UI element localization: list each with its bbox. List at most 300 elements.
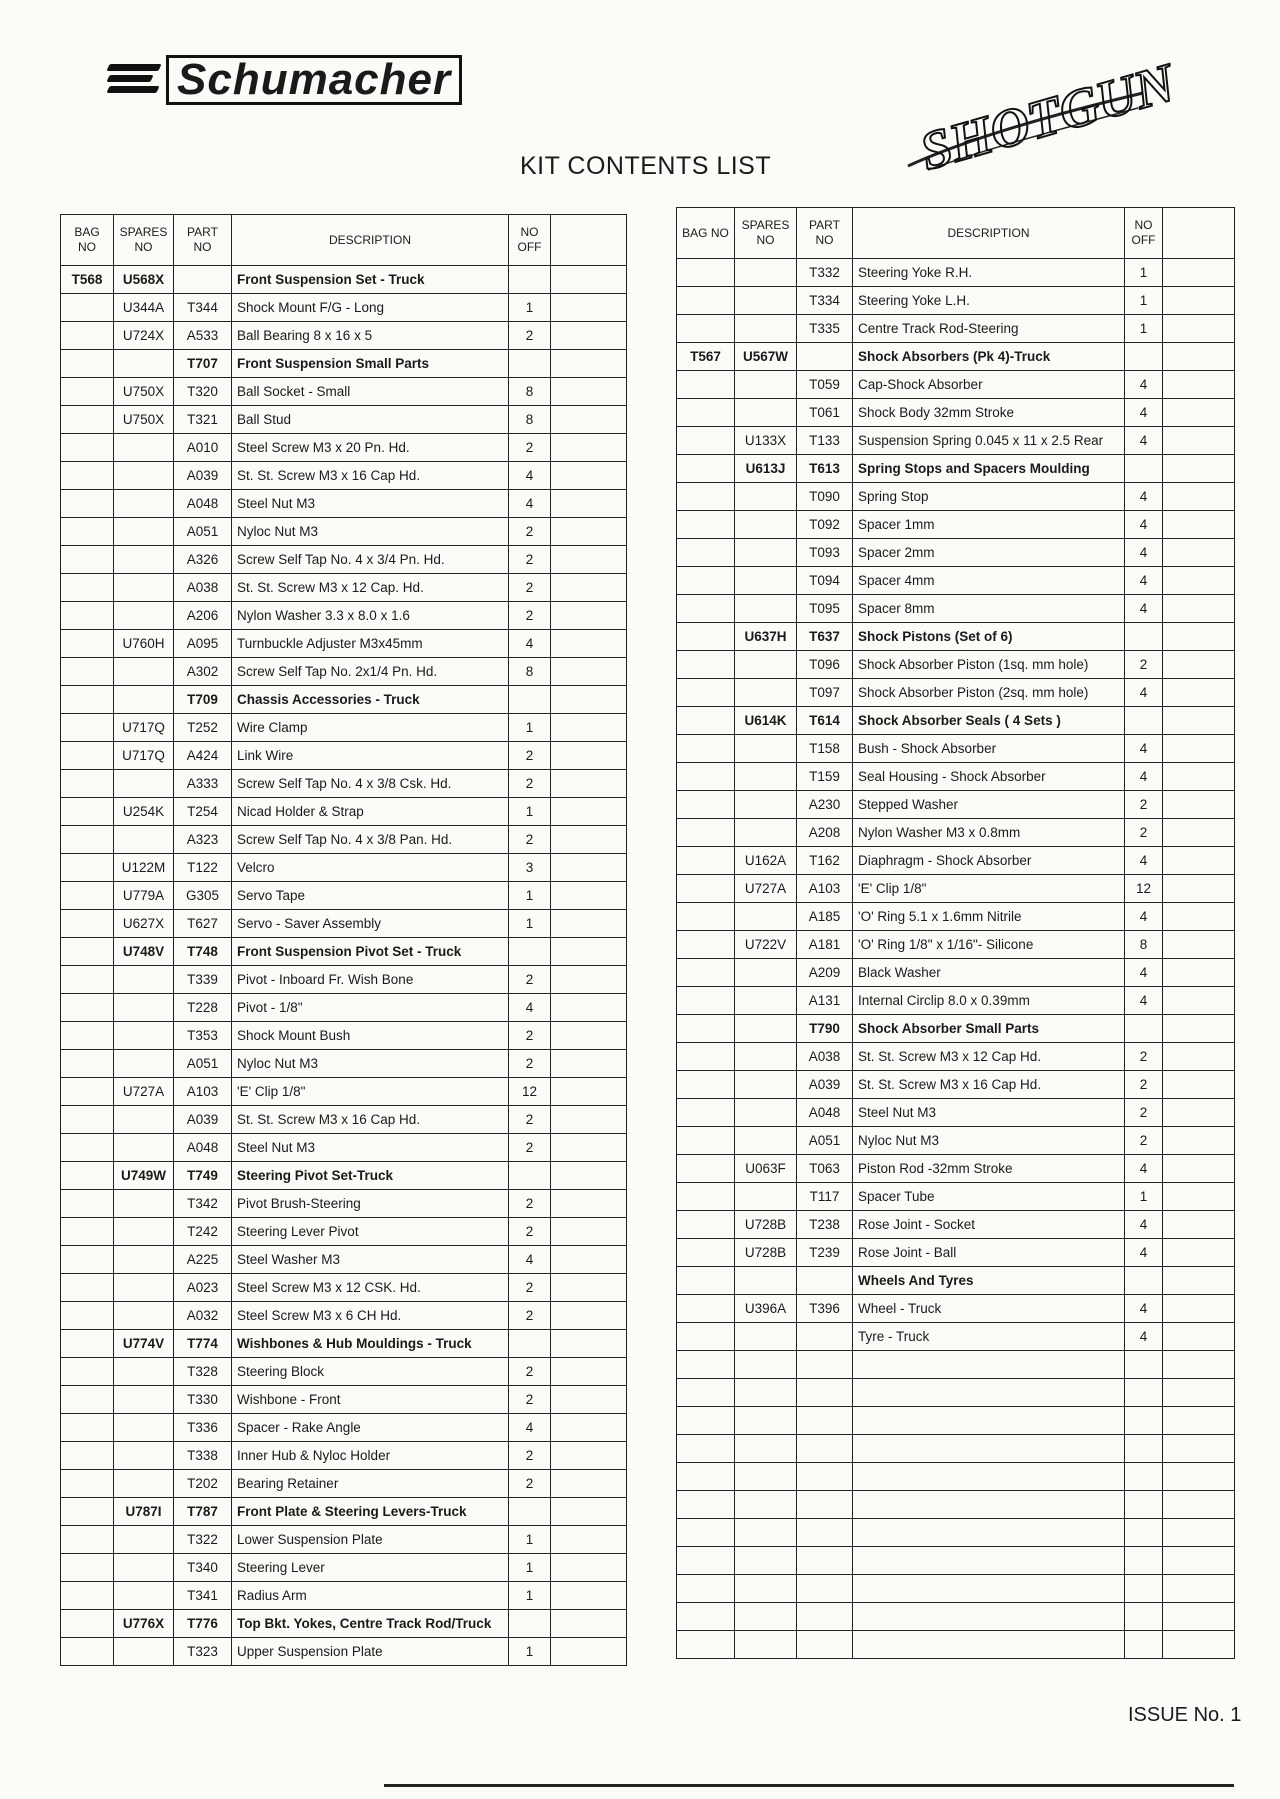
part-no-cell: T228 — [174, 994, 232, 1022]
check-cell — [551, 1414, 627, 1442]
table-row — [677, 623, 1235, 651]
description-cell: Ball Stud — [232, 406, 509, 434]
part-no-cell: T202 — [174, 1470, 232, 1498]
spares-no-cell — [114, 574, 174, 602]
table-row — [677, 343, 1235, 371]
spares-no-cell: U760H — [114, 630, 174, 658]
no-off-cell: 2 — [509, 1050, 551, 1078]
description-cell: Shock Absorber Piston (1sq. mm hole) — [853, 651, 1125, 679]
description-cell: Steel Nut M3 — [853, 1099, 1125, 1127]
check-cell — [1163, 623, 1235, 651]
no-off-cell — [1125, 455, 1163, 483]
spares-no-cell: U627X — [114, 910, 174, 938]
no-off-cell: 2 — [509, 518, 551, 546]
bag-no-cell — [61, 1302, 114, 1330]
part-no-cell: T332 — [797, 259, 853, 287]
bag-no-cell — [677, 1043, 735, 1071]
table-row — [61, 1442, 627, 1470]
part-no-cell: A185 — [797, 903, 853, 931]
part-no-cell: T320 — [174, 378, 232, 406]
description-cell: Nylon Washer M3 x 0.8mm — [853, 819, 1125, 847]
table-row — [677, 455, 1235, 483]
check-cell — [1163, 1267, 1235, 1295]
description-cell: Shock Mount F/G - Long — [232, 294, 509, 322]
blank-cell — [677, 1547, 735, 1575]
description-cell: Steel Nut M3 — [232, 1134, 509, 1162]
page-title: KIT CONTENTS LIST — [520, 152, 772, 180]
table-row — [61, 1078, 627, 1106]
check-cell — [1163, 791, 1235, 819]
table-row — [677, 1127, 1235, 1155]
blank-cell — [735, 1379, 797, 1407]
no-off-cell: 4 — [1125, 1295, 1163, 1323]
shotgun-logo — [898, 48, 1182, 182]
spares-no-cell: U728B — [735, 1211, 797, 1239]
description-cell: St. St. Screw M3 x 16 Cap Hd. — [232, 1106, 509, 1134]
blank-cell — [1125, 1351, 1163, 1379]
bag-no-cell — [677, 679, 735, 707]
no-off-cell: 2 — [509, 1302, 551, 1330]
part-no-cell: T159 — [797, 763, 853, 791]
check-cell — [1163, 819, 1235, 847]
spares-no-cell — [114, 1470, 174, 1498]
spares-no-cell — [735, 791, 797, 819]
blank-cell — [853, 1379, 1125, 1407]
no-off-cell: 2 — [1125, 819, 1163, 847]
bag-no-cell — [677, 707, 735, 735]
no-off-cell: 4 — [1125, 371, 1163, 399]
part-no-cell: A323 — [174, 826, 232, 854]
part-no-cell: T063 — [797, 1155, 853, 1183]
part-no-cell: T342 — [174, 1190, 232, 1218]
part-no-cell: T239 — [797, 1239, 853, 1267]
bag-no-cell — [677, 987, 735, 1015]
check-cell — [551, 1358, 627, 1386]
no-off-cell: 2 — [509, 1218, 551, 1246]
part-no-cell: A230 — [797, 791, 853, 819]
check-cell — [1163, 343, 1235, 371]
no-off-cell: 8 — [509, 658, 551, 686]
bag-no-cell — [677, 539, 735, 567]
description-cell: Spacer 1mm — [853, 511, 1125, 539]
check-cell — [1163, 1127, 1235, 1155]
no-off-cell: 1 — [509, 882, 551, 910]
check-cell — [551, 826, 627, 854]
part-no-cell: A103 — [797, 875, 853, 903]
no-off-cell: 2 — [509, 770, 551, 798]
no-off-cell — [1125, 343, 1163, 371]
spares-no-cell: U724X — [114, 322, 174, 350]
spares-no-cell — [735, 987, 797, 1015]
check-cell — [1163, 1183, 1235, 1211]
check-cell — [551, 1218, 627, 1246]
table-row — [677, 1155, 1235, 1183]
part-no-cell: T774 — [174, 1330, 232, 1358]
description-cell: Turnbuckle Adjuster M3x45mm — [232, 630, 509, 658]
bag-no-cell — [677, 455, 735, 483]
bag-no-cell — [61, 1078, 114, 1106]
description-cell: Pivot Brush-Steering — [232, 1190, 509, 1218]
bag-no-cell — [677, 1127, 735, 1155]
spares-no-cell: U344A — [114, 294, 174, 322]
spares-no-cell: U749W — [114, 1162, 174, 1190]
description-cell: Spring Stop — [853, 483, 1125, 511]
check-cell — [551, 1470, 627, 1498]
bag-no-cell — [61, 714, 114, 742]
blank-cell — [677, 1435, 735, 1463]
blank-row — [677, 1463, 1235, 1491]
spares-no-cell: U133X — [735, 427, 797, 455]
check-cell — [1163, 315, 1235, 343]
spares-no-cell — [114, 1414, 174, 1442]
bag-no-cell — [677, 1211, 735, 1239]
blank-cell — [1125, 1407, 1163, 1435]
no-off-cell: 2 — [509, 1386, 551, 1414]
no-off-cell: 1 — [509, 798, 551, 826]
table-row — [61, 882, 627, 910]
col-check — [1163, 208, 1235, 259]
description-cell: Chassis Accessories - Truck — [232, 686, 509, 714]
table-row — [61, 938, 627, 966]
no-off-cell — [509, 1498, 551, 1526]
col-description: DESCRIPTION — [232, 215, 509, 266]
spares-no-cell — [114, 826, 174, 854]
table-row — [61, 686, 627, 714]
part-no-cell: T252 — [174, 714, 232, 742]
spares-no-cell — [114, 602, 174, 630]
bag-no-cell — [61, 910, 114, 938]
part-no-cell: T627 — [174, 910, 232, 938]
table-row — [61, 658, 627, 686]
no-off-cell — [509, 1162, 551, 1190]
table-row — [61, 406, 627, 434]
bag-no-cell: T567 — [677, 343, 735, 371]
parts-table-left — [60, 214, 627, 1666]
description-cell: Spring Stops and Spacers Moulding — [853, 455, 1125, 483]
description-cell: Steel Nut M3 — [232, 490, 509, 518]
bag-no-cell — [677, 1295, 735, 1323]
description-cell: Steering Lever Pivot — [232, 1218, 509, 1246]
description-cell: Screw Self Tap No. 4 x 3/4 Pn. Hd. — [232, 546, 509, 574]
check-cell — [1163, 371, 1235, 399]
check-cell — [551, 910, 627, 938]
bag-no-cell — [61, 1498, 114, 1526]
blank-row — [677, 1351, 1235, 1379]
bag-no-cell — [677, 1071, 735, 1099]
part-no-cell — [797, 1267, 853, 1295]
spares-no-cell — [114, 686, 174, 714]
no-off-cell — [509, 1610, 551, 1638]
part-no-cell: T613 — [797, 455, 853, 483]
part-no-cell: A225 — [174, 1246, 232, 1274]
description-cell: Servo Tape — [232, 882, 509, 910]
bag-no-cell — [677, 399, 735, 427]
blank-row — [677, 1491, 1235, 1519]
no-off-cell: 4 — [1125, 679, 1163, 707]
part-no-cell: T090 — [797, 483, 853, 511]
col-check — [551, 215, 627, 266]
table-row — [677, 819, 1235, 847]
schumacher-logo — [108, 55, 462, 104]
part-no-cell: T614 — [797, 707, 853, 735]
description-cell: Shock Absorbers (Pk 4)-Truck — [853, 343, 1125, 371]
description-cell: Wishbone - Front — [232, 1386, 509, 1414]
part-no-cell: A326 — [174, 546, 232, 574]
bag-no-cell — [61, 1386, 114, 1414]
blank-cell — [1125, 1435, 1163, 1463]
bag-no-cell — [677, 735, 735, 763]
bag-no-cell — [61, 1162, 114, 1190]
description-cell: Inner Hub & Nyloc Holder — [232, 1442, 509, 1470]
spares-no-cell — [114, 1582, 174, 1610]
spares-no-cell — [114, 1442, 174, 1470]
description-cell: Front Suspension Small Parts — [232, 350, 509, 378]
blank-cell — [1163, 1435, 1235, 1463]
bag-no-cell — [61, 1330, 114, 1358]
no-off-cell: 1 — [509, 294, 551, 322]
check-cell — [1163, 763, 1235, 791]
no-off-cell: 1 — [1125, 259, 1163, 287]
table-row — [61, 826, 627, 854]
bag-no-cell — [61, 966, 114, 994]
description-cell: Black Washer — [853, 959, 1125, 987]
blank-cell — [797, 1351, 853, 1379]
spares-no-cell — [114, 1638, 174, 1666]
table-row — [677, 511, 1235, 539]
blank-row — [677, 1379, 1235, 1407]
bag-no-cell — [677, 847, 735, 875]
check-cell — [1163, 287, 1235, 315]
part-no-cell: T094 — [797, 567, 853, 595]
bag-no-cell — [61, 406, 114, 434]
table-row — [61, 798, 627, 826]
blank-cell — [677, 1603, 735, 1631]
table-row — [61, 322, 627, 350]
check-cell — [1163, 595, 1235, 623]
part-no-cell: A181 — [797, 931, 853, 959]
no-off-cell — [1125, 707, 1163, 735]
description-cell: Steel Screw M3 x 20 Pn. Hd. — [232, 434, 509, 462]
bag-no-cell — [677, 371, 735, 399]
check-cell — [551, 1246, 627, 1274]
description-cell: Piston Rod -32mm Stroke — [853, 1155, 1125, 1183]
blank-cell — [797, 1379, 853, 1407]
blank-cell — [1125, 1575, 1163, 1603]
description-cell: Diaphragm - Shock Absorber — [853, 847, 1125, 875]
bag-no-cell — [61, 574, 114, 602]
part-no-cell: A038 — [174, 574, 232, 602]
bag-no-cell — [61, 1218, 114, 1246]
check-cell — [551, 714, 627, 742]
bag-no-cell — [61, 378, 114, 406]
part-no-cell: T707 — [174, 350, 232, 378]
bag-no-cell — [677, 483, 735, 511]
blank-cell — [677, 1519, 735, 1547]
no-off-cell: 1 — [509, 910, 551, 938]
blank-cell — [1163, 1575, 1235, 1603]
part-no-cell: A206 — [174, 602, 232, 630]
spares-no-cell: U722V — [735, 931, 797, 959]
check-cell — [551, 1330, 627, 1358]
spares-no-cell — [735, 287, 797, 315]
table-row — [61, 1246, 627, 1274]
bottom-rule — [384, 1784, 1234, 1787]
spares-no-cell — [114, 1386, 174, 1414]
no-off-cell: 2 — [509, 1274, 551, 1302]
table-row — [677, 1267, 1235, 1295]
description-cell: Shock Absorber Small Parts — [853, 1015, 1125, 1043]
description-cell: Tyre - Truck — [853, 1323, 1125, 1351]
bag-no-cell — [677, 315, 735, 343]
no-off-cell: 1 — [1125, 1183, 1163, 1211]
bag-no-cell — [61, 1554, 114, 1582]
bag-no-cell — [677, 1323, 735, 1351]
description-cell: Steel Screw M3 x 6 CH Hd. — [232, 1302, 509, 1330]
no-off-cell: 2 — [1125, 1127, 1163, 1155]
table-row — [61, 378, 627, 406]
bag-no-cell — [61, 1526, 114, 1554]
description-cell: Steering Block — [232, 1358, 509, 1386]
no-off-cell: 2 — [1125, 791, 1163, 819]
no-off-cell: 4 — [1125, 539, 1163, 567]
table-row — [61, 994, 627, 1022]
spares-no-cell: U396A — [735, 1295, 797, 1323]
blank-cell — [735, 1603, 797, 1631]
part-no-cell: T328 — [174, 1358, 232, 1386]
table-row — [61, 546, 627, 574]
description-cell: Spacer 4mm — [853, 567, 1125, 595]
blank-cell — [1163, 1379, 1235, 1407]
blank-cell — [1125, 1519, 1163, 1547]
bag-no-cell — [677, 875, 735, 903]
description-cell: Front Plate & Steering Levers-Truck — [232, 1498, 509, 1526]
no-off-cell: 2 — [509, 966, 551, 994]
no-off-cell: 2 — [509, 574, 551, 602]
spares-no-cell — [735, 399, 797, 427]
brand-name: Schumacher — [166, 55, 462, 105]
table-row — [677, 763, 1235, 791]
check-cell — [551, 574, 627, 602]
description-cell: Wheel - Truck — [853, 1295, 1125, 1323]
check-cell — [551, 1498, 627, 1526]
description-cell: Steering Yoke L.H. — [853, 287, 1125, 315]
table-row — [677, 679, 1235, 707]
part-no-cell: T097 — [797, 679, 853, 707]
description-cell: Seal Housing - Shock Absorber — [853, 763, 1125, 791]
check-cell — [551, 798, 627, 826]
blank-cell — [853, 1547, 1125, 1575]
part-no-cell: A039 — [174, 1106, 232, 1134]
no-off-cell — [509, 686, 551, 714]
part-no-cell: A023 — [174, 1274, 232, 1302]
bag-no-cell — [677, 623, 735, 651]
no-off-cell: 4 — [1125, 595, 1163, 623]
description-cell: Spacer 2mm — [853, 539, 1125, 567]
no-off-cell: 2 — [509, 434, 551, 462]
no-off-cell: 2 — [509, 1106, 551, 1134]
spares-no-cell: U787I — [114, 1498, 174, 1526]
check-cell — [1163, 735, 1235, 763]
check-cell — [1163, 847, 1235, 875]
spares-no-cell — [114, 1246, 174, 1274]
check-cell — [1163, 511, 1235, 539]
part-no-cell: A103 — [174, 1078, 232, 1106]
bag-no-cell — [61, 1610, 114, 1638]
description-cell: Steering Pivot Set-Truck — [232, 1162, 509, 1190]
part-no-cell: T117 — [797, 1183, 853, 1211]
no-off-cell: 4 — [509, 1246, 551, 1274]
check-cell — [551, 770, 627, 798]
no-off-cell: 2 — [1125, 1043, 1163, 1071]
no-off-cell — [509, 266, 551, 294]
part-no-cell: A051 — [797, 1127, 853, 1155]
no-off-cell — [509, 938, 551, 966]
description-cell: 'E' Clip 1/8" — [853, 875, 1125, 903]
blank-cell — [1125, 1547, 1163, 1575]
table-row — [677, 1099, 1235, 1127]
description-cell: Spacer Tube — [853, 1183, 1125, 1211]
part-no-cell: T330 — [174, 1386, 232, 1414]
check-cell — [551, 490, 627, 518]
check-cell — [1163, 931, 1235, 959]
bag-no-cell — [61, 1022, 114, 1050]
spares-no-cell — [114, 1274, 174, 1302]
table-header-row — [61, 215, 627, 266]
table-row — [61, 266, 627, 294]
no-off-cell: 3 — [509, 854, 551, 882]
no-off-cell: 1 — [509, 1526, 551, 1554]
part-no-cell: T059 — [797, 371, 853, 399]
blank-cell — [797, 1547, 853, 1575]
description-cell: Wishbones & Hub Mouldings - Truck — [232, 1330, 509, 1358]
description-cell: St. St. Screw M3 x 12 Cap Hd. — [853, 1043, 1125, 1071]
spares-no-cell: U779A — [114, 882, 174, 910]
description-cell: Shock Pistons (Set of 6) — [853, 623, 1125, 651]
table-row — [61, 1330, 627, 1358]
no-off-cell: 2 — [509, 1022, 551, 1050]
part-no-cell: T749 — [174, 1162, 232, 1190]
part-no-cell: A333 — [174, 770, 232, 798]
part-no-cell: T787 — [174, 1498, 232, 1526]
spares-no-cell: U122M — [114, 854, 174, 882]
bag-no-cell — [61, 854, 114, 882]
description-cell: Radius Arm — [232, 1582, 509, 1610]
part-no-cell: A048 — [797, 1099, 853, 1127]
blank-cell — [1163, 1603, 1235, 1631]
no-off-cell: 4 — [1125, 735, 1163, 763]
no-off-cell: 2 — [509, 1358, 551, 1386]
spares-no-cell: U728B — [735, 1239, 797, 1267]
description-cell: Suspension Spring 0.045 x 11 x 2.5 Rear — [853, 427, 1125, 455]
bag-no-cell — [61, 1442, 114, 1470]
spares-no-cell — [114, 462, 174, 490]
bag-no-cell — [61, 490, 114, 518]
blank-cell — [1163, 1463, 1235, 1491]
blank-cell — [1125, 1491, 1163, 1519]
blank-cell — [735, 1547, 797, 1575]
bag-no-cell — [677, 791, 735, 819]
svg-text:SHOTGUN: SHOTGUN — [913, 52, 1182, 182]
no-off-cell: 1 — [509, 1582, 551, 1610]
check-cell — [1163, 1015, 1235, 1043]
spares-no-cell — [114, 1050, 174, 1078]
bag-no-cell — [61, 350, 114, 378]
blank-cell — [1163, 1351, 1235, 1379]
table-row — [677, 399, 1235, 427]
table-row — [61, 1638, 627, 1666]
description-cell: Nyloc Nut M3 — [232, 1050, 509, 1078]
no-off-cell — [1125, 623, 1163, 651]
